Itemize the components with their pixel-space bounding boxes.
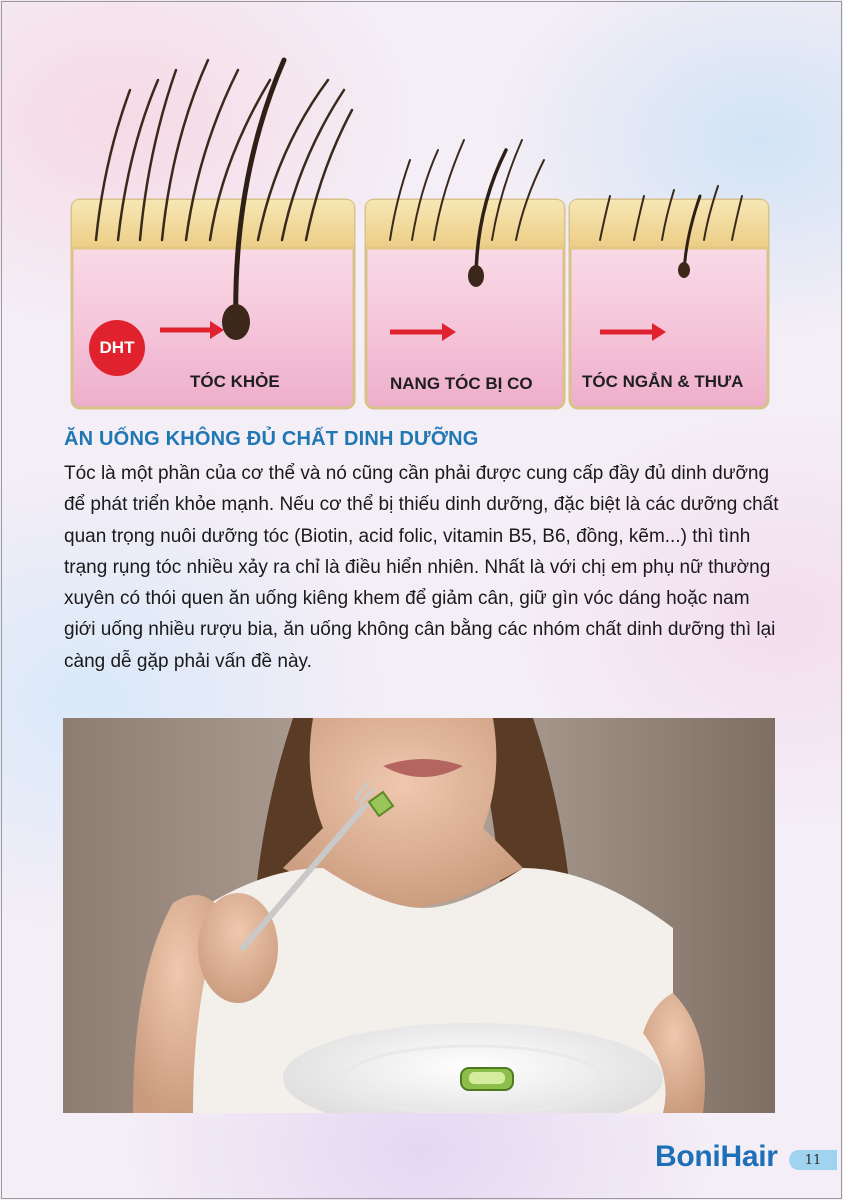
section-paragraph: Tóc là một phần của cơ thể và nó cũng cần phải được cung cấp đầy đủ dinh dưỡng để phát triển khỏe mạnh. Nếu cơ thể bị thiếu dinh dưỡng, đặc biệt là các dưỡng chất quan trọng nuôi dưỡng tóc (Biotin, acid folic, vitamin B5, B6, đồng, kẽm...) thì tình trạng rụng tóc nhiều xảy ra chỉ là điều hiển nhiên. Nhất là với chị em phụ nữ thường xuyên có thói quen ăn uống kiêng khem để giảm cân, giữ gìn vóc dáng hoặc nam giới uống nhiều rượu bia, ăn uống không cân bằng các nhóm chất dinh dưỡng thì lại càng dễ gặp phải vấn đề này.	[64, 463, 779, 672]
photo-illustration	[63, 718, 775, 1113]
woman-eating-photo	[63, 718, 775, 1113]
dht-badge: DHT	[89, 320, 145, 376]
brand-logo-text: BoniHair	[655, 1140, 778, 1173]
diagram-illustration	[60, 40, 780, 420]
hair-follicle-diagram	[60, 40, 780, 420]
panel-label-healthy: TÓC KHỎE	[190, 372, 280, 391]
section-heading: ĂN UỐNG KHÔNG ĐỦ CHẤT DINH DƯỠNG	[64, 428, 479, 450]
panel-label-shrinking: NANG TÓC BỊ CO	[390, 374, 533, 393]
page-number: 11	[789, 1150, 837, 1170]
panel-shrinking-follicle	[366, 140, 564, 408]
panel-label-thinning: TÓC NGẮN & THƯA	[582, 372, 744, 391]
